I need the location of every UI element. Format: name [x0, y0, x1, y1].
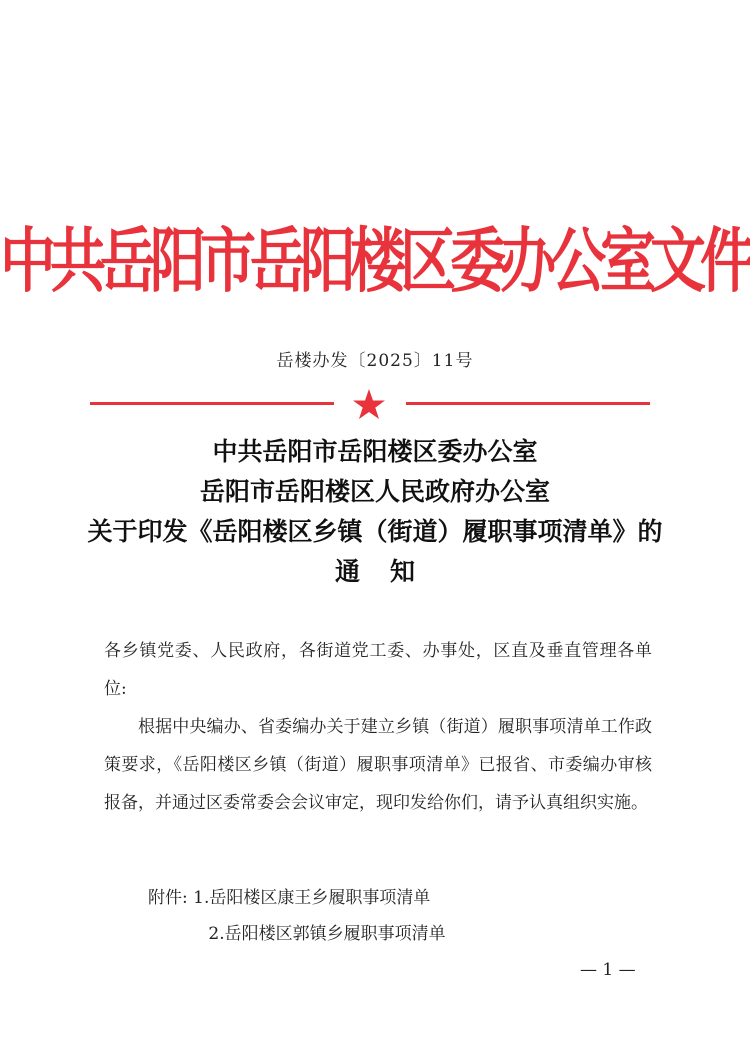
document-number: 岳楼办发〔2025〕11号	[276, 351, 474, 371]
attachment-item: 2.岳阳楼区郭镇乡履职事项清单	[208, 924, 446, 944]
title-line-4: 通知	[334, 557, 445, 586]
body-paragraph: 根据中央编办、省委编办关于建立乡镇（街道）履职事项清单工作政策要求，《岳阳楼区乡镇（街道）履职事项清单》已报省、市委编办审核报备，并通过区委常委会会议审定，现印发给你们，请予认真组织实施。	[104, 717, 652, 813]
attachment-row-2	[148, 916, 446, 952]
attachment-item: 1.岳阳楼区康王乡履职事项清单	[193, 888, 431, 908]
attachments-label: 附件:	[148, 888, 188, 908]
addressee: 各乡镇党委、人民政府，各街道党工委、办事处，区直及垂直管理各单位:	[104, 641, 652, 699]
title-line-3: 关于印发《岳阳楼区乡镇（街道）履职事项清单》的	[87, 517, 663, 546]
notice-body	[104, 632, 652, 822]
page-number: — 1 —	[580, 960, 636, 980]
attachments-list	[148, 880, 446, 952]
title-line-1: 中共岳阳市岳阳楼区委办公室	[212, 437, 538, 466]
red-divider	[90, 388, 650, 422]
divider-line-left	[90, 402, 334, 405]
attachment-row-1	[148, 880, 446, 916]
red-star-icon	[352, 388, 386, 422]
title-line-2: 岳阳市岳阳楼区人民政府办公室	[199, 477, 550, 506]
divider-line-right	[406, 402, 650, 405]
notice-title	[0, 432, 750, 592]
masthead-title: 中共岳阳市岳阳楼区委办公室文件	[0, 221, 750, 303]
